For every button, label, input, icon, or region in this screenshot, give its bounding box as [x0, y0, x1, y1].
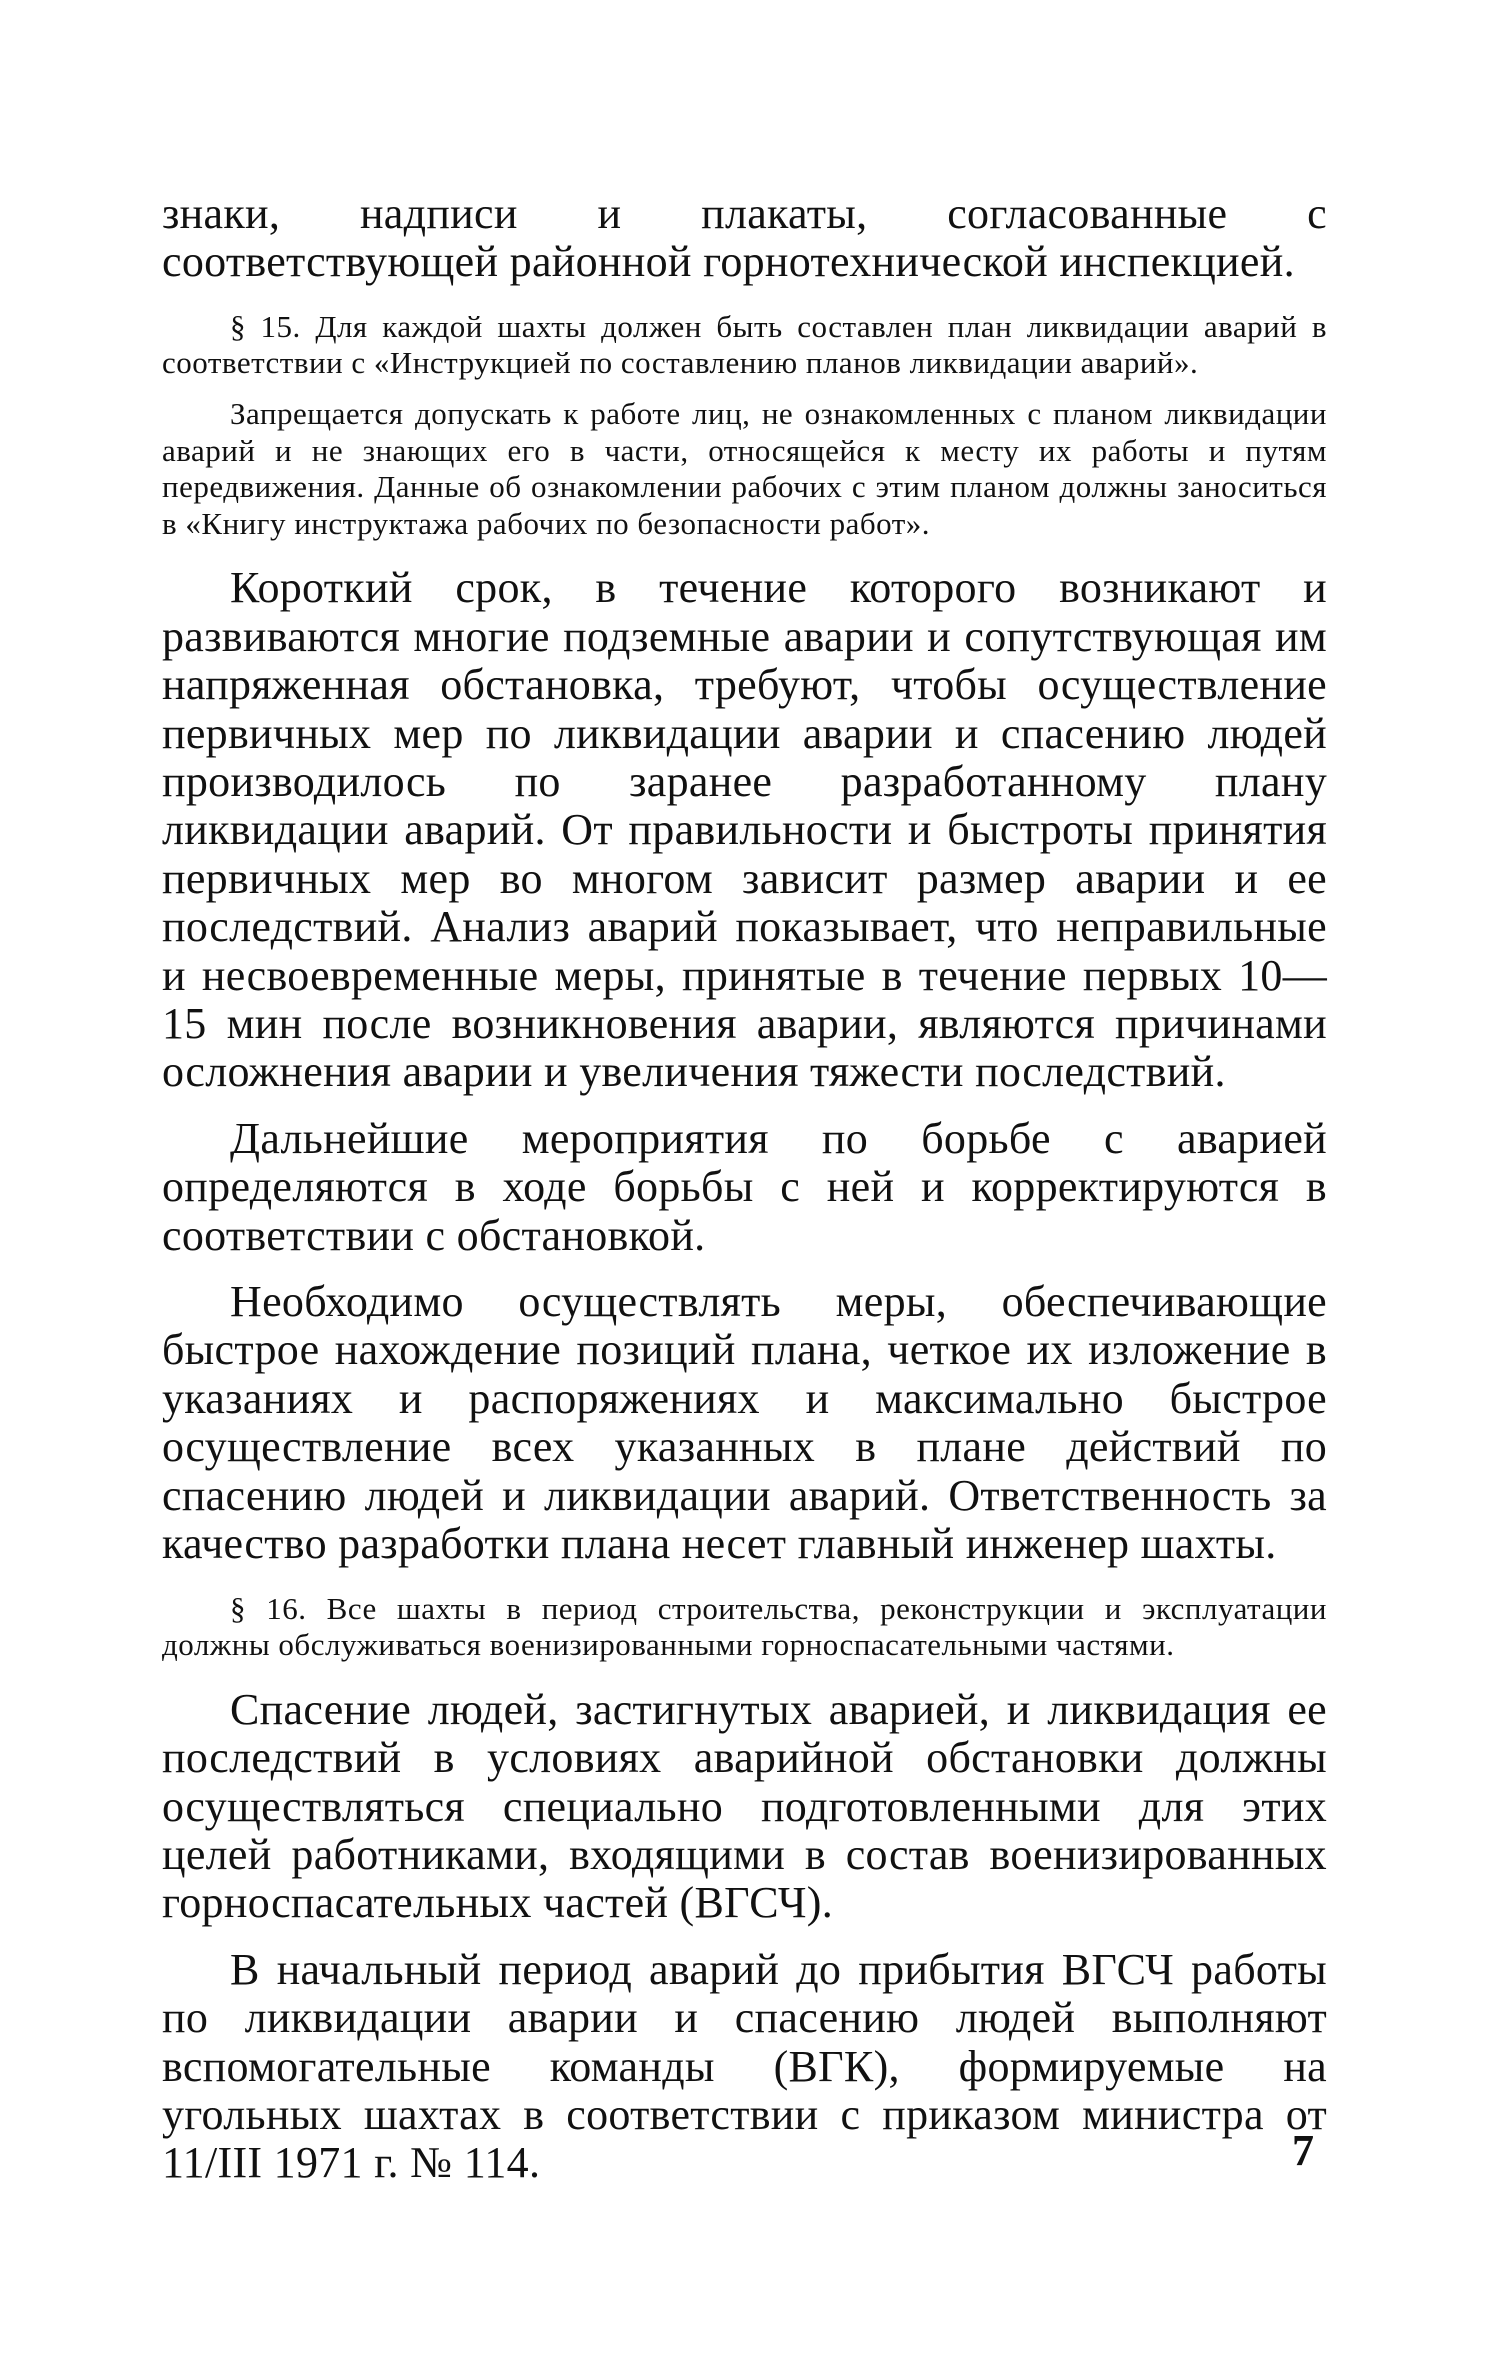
paragraph-short-term: Короткий срок, в течение которого возникают и развиваются многие подземные аварии и сопутствующая им напряженная обстановка, требуют, чтобы осуществление первичных мер по ликвидации аварии и спасению людей производилось по заранее разработанному плану ликвидации аварий. От правильности и быстроты принятия первичных мер во многом зависит размер аварии и ее последствий. Анализ аварий показывает, что неправильные и несвоевременные меры, принятые в течение первых 10—15 мин после возникновения аварии, являются причинами осложнения аварии и увеличения тяжести последствий.: [162, 563, 1327, 1097]
paragraph-continuation: знаки, надписи и плакаты, согласованные с соответствующей районной горнотехнической инспекцией.: [162, 189, 1327, 287]
paragraph-initial-period: В начальный период аварий до прибытия ВГСЧ работы по ликвидации аварии и спасению людей выполняют вспомогательные команды (ВГК), формируемые на угольных шахтах в соответствии с приказом министра от 11/III 1971 г. № 114.: [162, 1944, 1327, 2188]
paragraph-necessary-measures: Необходимо осуществлять меры, обеспечивающие быстрое нахождение позиций плана, четкое их изложение в указаниях и распоряжениях и максимально быстрое осуществление всех указанных в плане действий по спасению людей и ликвидации аварий. Ответственность за качество разработки плана несет главный инженер шахты.: [162, 1277, 1327, 1569]
paragraph-rescue: Спасение людей, застигнутых аварией, и ликвидация ее последствий в условиях аварийной обстановки должны осуществляться специально подготовленными для этих целей работниками, входящими в состав военизированных горноспасательных частей (ВГСЧ).: [162, 1684, 1327, 1928]
paragraph-section-15-note: Запрещается допускать к работе лиц, не ознакомленных с планом ликвидации аварий и не знающих его в части, относящейся к месту их работы и путям передвижения. Данные об ознакомлении рабочих с этим планом должны заноситься в «Книгу инструктажа рабочих по безопасности работ».: [162, 396, 1327, 541]
page-body: [162, 190, 1327, 2188]
paragraph-section-16: § 16. Все шахты в период строительства, реконструкции и эксплуатации должны обслуживаться военизированными горноспасательными частями.: [162, 1590, 1327, 1663]
page-number: 7: [1292, 2126, 1314, 2175]
paragraph-further-measures: Дальнейшие мероприятия по борьбе с аварией определяются в ходе борьбы с ней и корректируются в соответствии с обстановкой.: [162, 1113, 1327, 1260]
paragraph-section-15: § 15. Для каждой шахты должен быть составлен план ликвидации аварий в соответствии с «Инструкцией по составлению планов ликвидации аварий».: [162, 308, 1327, 381]
